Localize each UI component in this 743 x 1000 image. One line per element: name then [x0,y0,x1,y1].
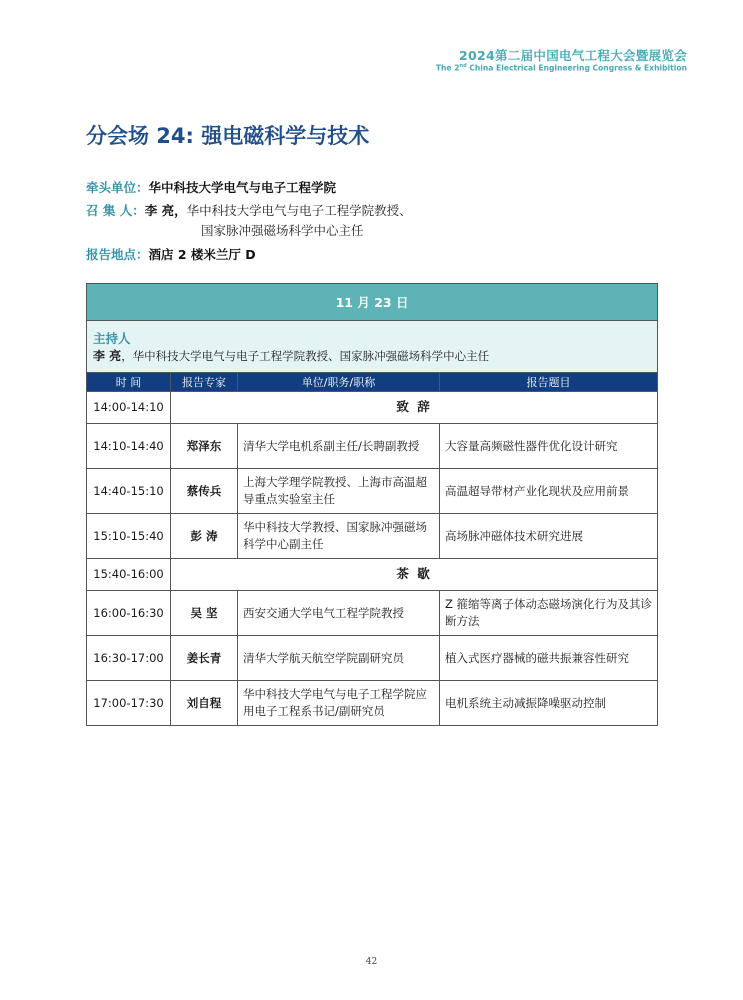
topic-cell: 植入式医疗器械的磁共振兼容性研究 [440,636,658,681]
convener-desc-2: 国家脉冲强磁场科学中心主任 [201,223,364,238]
table-row [87,681,658,726]
chair-cell [87,321,658,373]
speaker-cell: 刘自程 [171,681,238,726]
table-row [87,559,658,591]
speaker-cell: 郑泽东 [171,424,238,469]
convener-line [86,201,412,219]
topic-cell: 电机系统主动减振降噪驱动控制 [440,681,658,726]
unit-cell: 西安交通大学电气工程学院教授 [238,591,440,636]
header-subtitle-pre: The 2 [435,63,460,73]
speaker-cell: 彭 涛 [171,514,238,559]
header-title: 2024第二届中国电气工程大会暨展览会 [459,48,687,63]
convener-desc-1: 华中科技大学电气与电子工程学院教授、 [186,203,412,218]
header-subtitle [436,63,687,73]
page-number: 42 [365,957,378,967]
time-cell: 15:40-16:00 [87,559,171,591]
schedule-date: 11 月 23 日 [87,284,658,321]
date-row [87,284,658,321]
convener-label: 召 集 人： [86,203,145,218]
column-header-row [87,373,658,392]
speaker-cell: 蔡传兵 [171,469,238,514]
convener-line-2 [201,221,364,239]
schedule-table [86,283,658,726]
venue-line [86,245,256,263]
topic-cell: Z 箍缩等离子体动态磁场演化行为及其诊断方法 [440,591,658,636]
chair-name: 李 亮 [93,349,122,363]
time-cell: 15:10-15:40 [87,514,171,559]
lead-unit-line [86,178,336,196]
column-header: 报告题目 [440,373,658,392]
span-cell: 致 辞 [171,392,658,424]
unit-cell: 清华大学电机系副主任/长聘副教授 [238,424,440,469]
table-row [87,514,658,559]
lead-unit-value: 华中科技大学电气与电子工程学院 [148,180,337,195]
session-title: 分会场 24: 强电磁科学与技术 [86,124,370,148]
speaker-cell: 姜长青 [171,636,238,681]
topic-cell: 大容量高频磁性器件优化设计研究 [440,424,658,469]
time-cell: 17:00-17:30 [87,681,171,726]
table-row [87,392,658,424]
time-cell: 16:00-16:30 [87,591,171,636]
speaker-cell: 吴 坚 [171,591,238,636]
topic-cell: 高温超导带材产业化现状及应用前景 [440,469,658,514]
table-row [87,591,658,636]
column-header: 报告专家 [171,373,238,392]
unit-cell: 上海大学理学院教授、上海市高温超导重点实验室主任 [238,469,440,514]
chair-label: 主持人 [93,331,131,346]
time-cell: 14:40-15:10 [87,469,171,514]
header-subtitle-post: China Electrical Engineering Congress & Exhibition [466,63,687,73]
header-subtitle-sup: nd [459,63,467,69]
venue-value: 酒店 2 楼米兰厅 D [148,247,256,262]
time-cell: 14:10-14:40 [87,424,171,469]
topic-cell: 高场脉冲磁体技术研究进展 [440,514,658,559]
unit-cell: 华中科技大学电气与电子工程学院应用电子工程系书记/副研究员 [238,681,440,726]
time-cell: 16:30-17:00 [87,636,171,681]
table-row [87,469,658,514]
column-header: 时 间 [87,373,171,392]
span-cell: 茶 歇 [171,559,658,591]
lead-unit-label: 牵头单位： [86,180,149,195]
venue-label: 报告地点： [86,247,149,262]
table-row [87,636,658,681]
unit-cell: 清华大学航天航空学院副研究员 [238,636,440,681]
time-cell: 14:00-14:10 [87,392,171,424]
convener-name: 李 亮， [144,203,187,218]
column-header: 单位/职务/职称 [238,373,440,392]
chair-desc: ，华中科技大学电气与电子工程学院教授、国家脉冲强磁场科学中心主任 [121,349,490,363]
unit-cell: 华中科技大学教授、国家脉冲强磁场科学中心副主任 [238,514,440,559]
table-row [87,424,658,469]
chair-row [87,321,658,373]
